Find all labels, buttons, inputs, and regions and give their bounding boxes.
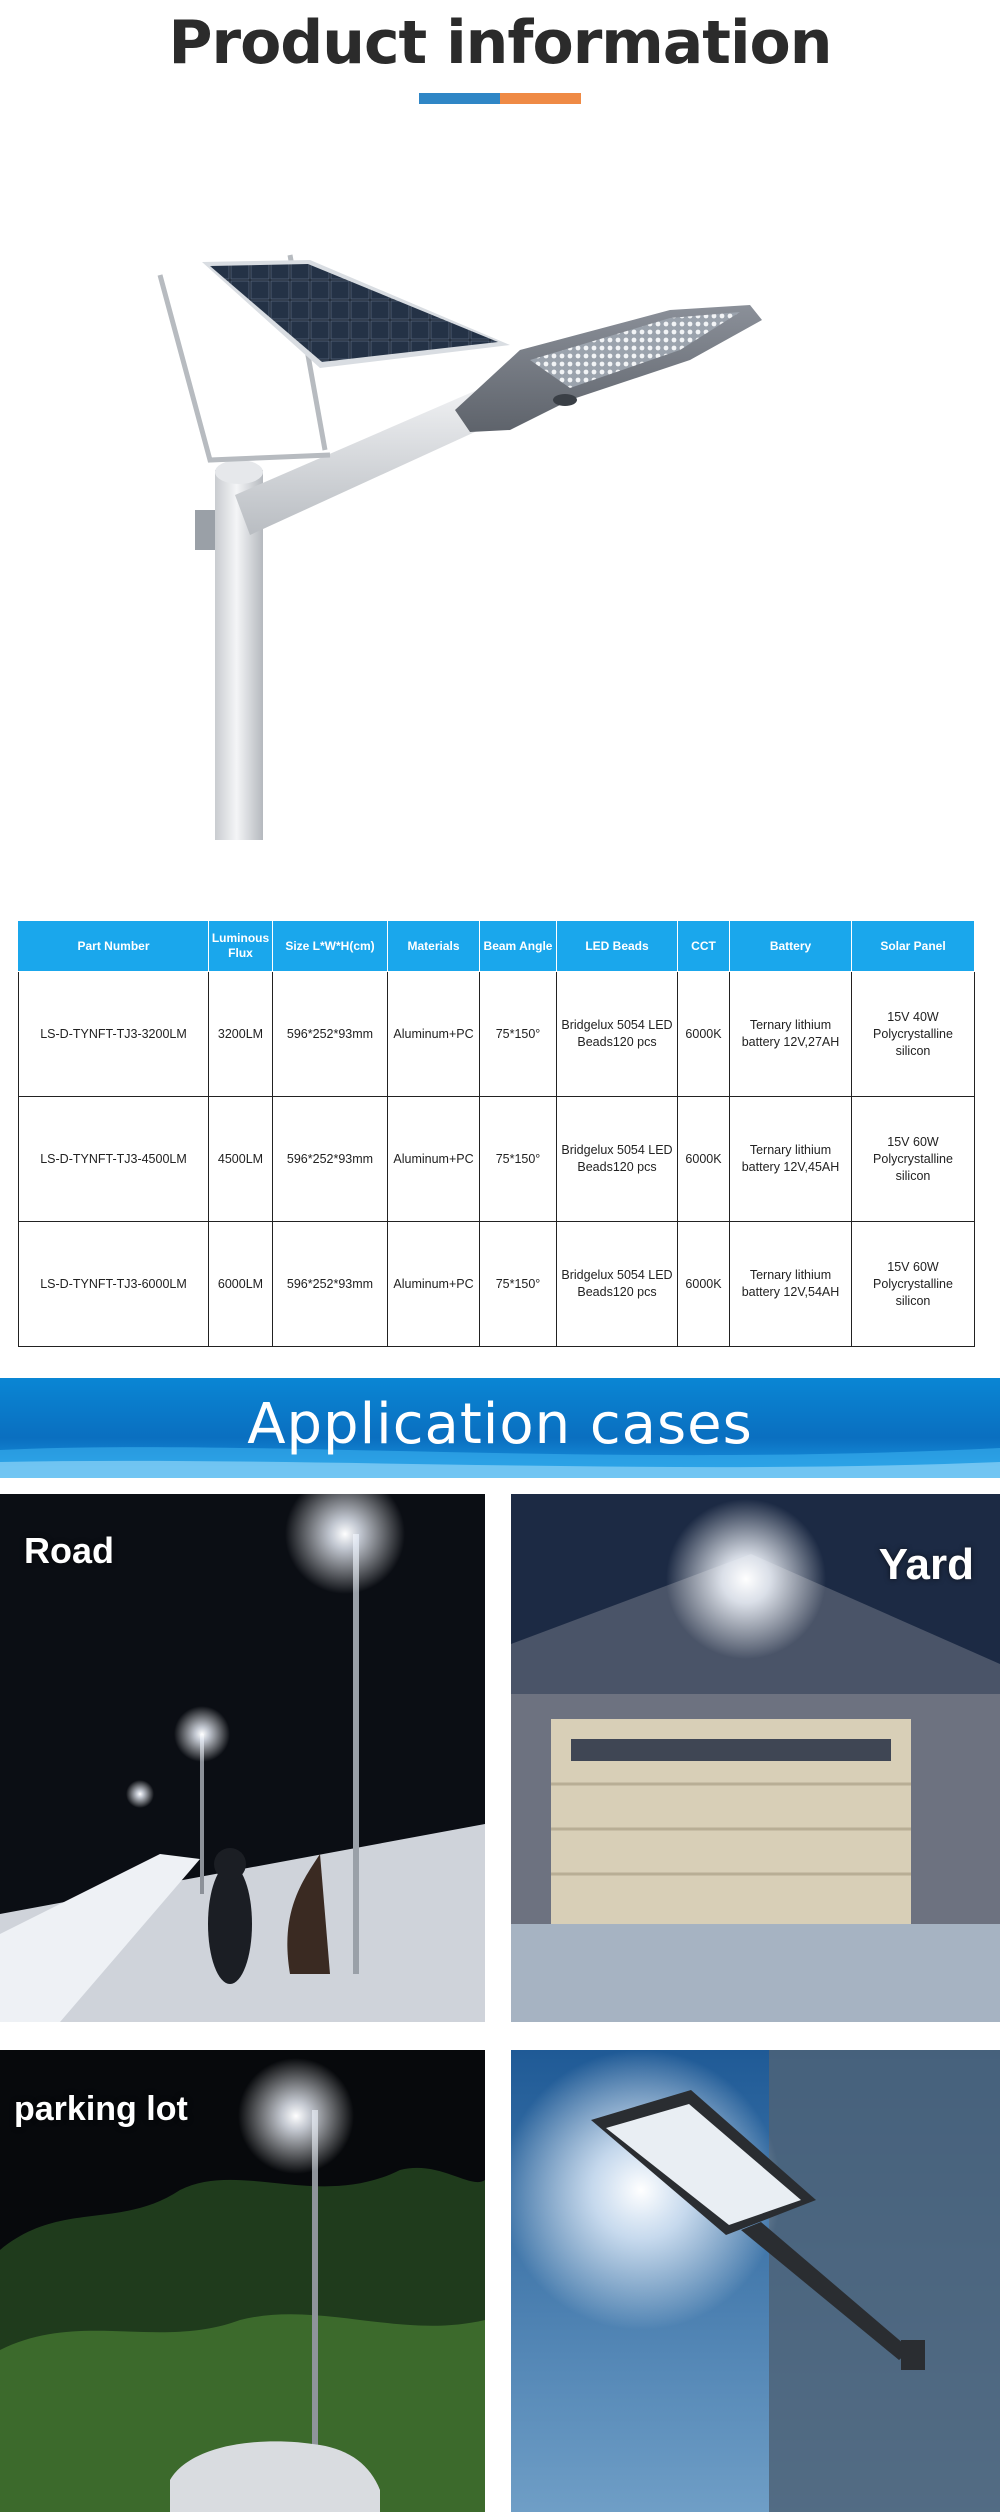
- case-fixture-image: [511, 2050, 1000, 2512]
- table-cell: Ternary lithium battery 12V,27AH: [730, 972, 852, 1097]
- table-cell: 75*150°: [480, 972, 557, 1097]
- page-title: Product information: [168, 8, 832, 78]
- spec-table: [18, 920, 975, 1347]
- col-header: Battery: [730, 921, 852, 972]
- case-parking-image: [0, 2050, 485, 2512]
- table-cell: 596*252*93mm: [273, 1222, 388, 1347]
- table-cell: 15V 40W Polycrystalline silicon: [852, 972, 975, 1097]
- table-cell: LS-D-TYNFT-TJ3-6000LM: [19, 1222, 209, 1347]
- case-yard-label: Yard: [878, 1540, 974, 1589]
- table-cell: 6000K: [678, 1097, 730, 1222]
- table-cell: Bridgelux 5054 LED Beads120 pcs: [557, 1097, 678, 1222]
- table-row: [19, 1222, 975, 1347]
- table-cell: Bridgelux 5054 LED Beads120 pcs: [557, 1222, 678, 1347]
- product-image: [150, 200, 880, 840]
- table-cell: LS-D-TYNFT-TJ3-4500LM: [19, 1097, 209, 1222]
- table-cell: 3200LM: [209, 972, 273, 1097]
- table-cell: Ternary lithium battery 12V,45AH: [730, 1097, 852, 1222]
- table-cell: Bridgelux 5054 LED Beads120 pcs: [557, 972, 678, 1097]
- title-underline: [419, 93, 581, 104]
- table-cell: 596*252*93mm: [273, 1097, 388, 1222]
- application-banner: [0, 1378, 1000, 1478]
- table-cell: Aluminum+PC: [388, 1222, 480, 1347]
- table-cell: 15V 60W Polycrystalline silicon: [852, 1222, 975, 1347]
- table-cell: 4500LM: [209, 1097, 273, 1222]
- case-yard-image: [511, 1494, 1000, 2022]
- case-parking-label: parking lot: [14, 2090, 188, 2128]
- table-header-row: [19, 921, 975, 972]
- table-cell: 75*150°: [480, 1222, 557, 1347]
- table-row: [19, 1097, 975, 1222]
- table-row: [19, 972, 975, 1097]
- col-header: Materials: [388, 921, 480, 972]
- col-header: LED Beads: [557, 921, 678, 972]
- table-cell: Aluminum+PC: [388, 972, 480, 1097]
- col-header: Size L*W*H(cm): [273, 921, 388, 972]
- table-cell: 15V 60W Polycrystalline silicon: [852, 1097, 975, 1222]
- table-cell: 6000K: [678, 1222, 730, 1347]
- table-cell: Aluminum+PC: [388, 1097, 480, 1222]
- table-cell: Ternary lithium battery 12V,54AH: [730, 1222, 852, 1347]
- col-header: Beam Angle: [480, 921, 557, 972]
- col-header: Part Number: [19, 921, 209, 972]
- case-road-image: [0, 1494, 485, 2022]
- table-cell: 6000K: [678, 972, 730, 1097]
- table-cell: 6000LM: [209, 1222, 273, 1347]
- table-cell: 596*252*93mm: [273, 972, 388, 1097]
- col-header: CCT: [678, 921, 730, 972]
- case-road-label: Road: [24, 1530, 114, 1571]
- table-cell: LS-D-TYNFT-TJ3-3200LM: [19, 972, 209, 1097]
- col-header: Luminous Flux: [209, 921, 273, 972]
- col-header: Solar Panel: [852, 921, 975, 972]
- application-title: Application cases: [247, 1392, 753, 1457]
- table-cell: 75*150°: [480, 1097, 557, 1222]
